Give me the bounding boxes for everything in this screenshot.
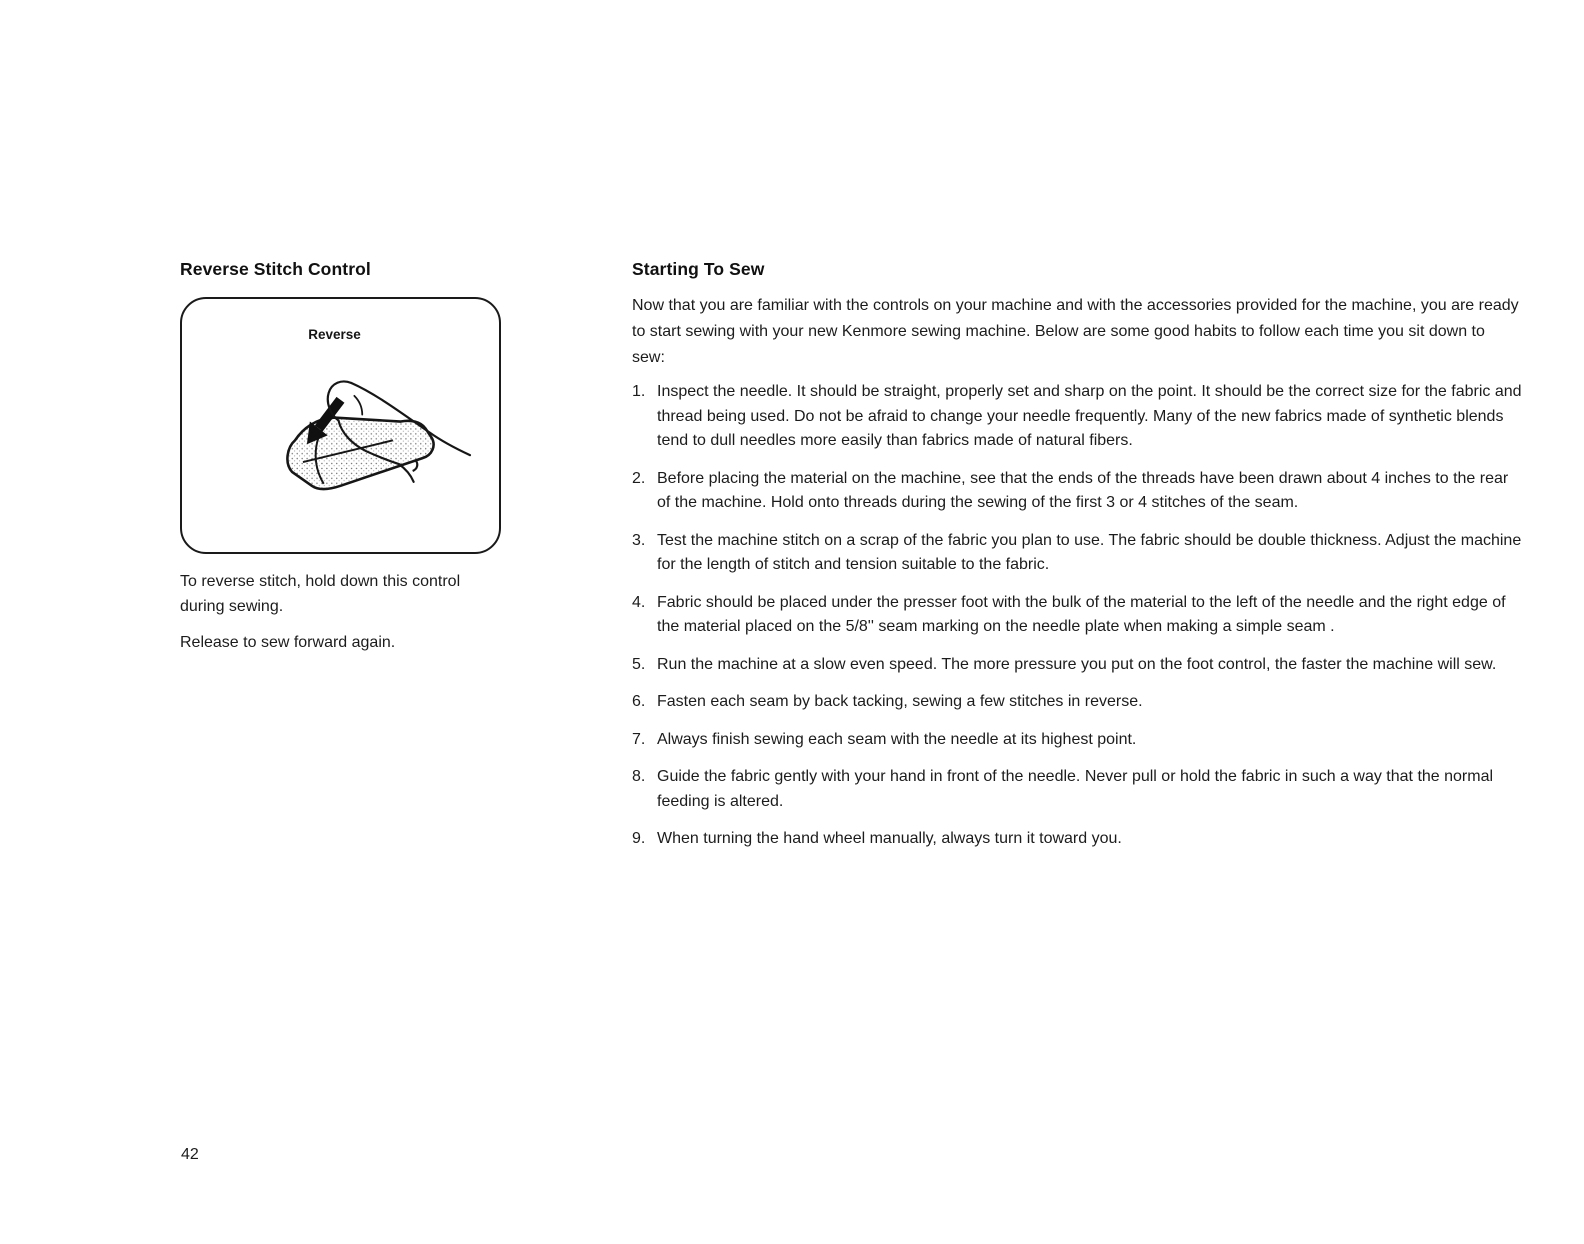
list-item [632,529,1522,578]
list-item-number: 6. [632,693,646,710]
list-item-number: 2. [632,469,646,487]
list-item [632,728,1522,753]
list-item [632,653,1522,678]
list-item-text: Always finish sewing each seam with the needle at its highest point. [657,730,1137,748]
sewing-steps-list [632,380,1522,852]
page-number: 42 [181,1146,199,1163]
list-item-text: When turning the hand wheel manually, always turn it toward you. [657,830,1122,847]
list-item [632,765,1522,814]
reverse-control-figure [180,297,501,554]
figure-caption-line-2: Release to sew forward again. [180,634,396,651]
list-item [632,827,1522,852]
list-item-number: 8. [632,768,646,785]
starting-to-sew-section [632,258,1522,865]
right-section-heading: Starting To Sew [632,259,765,279]
list-item-number: 9. [632,830,646,847]
finger-pressing-button-illustration [182,299,499,552]
list-item-number: 4. [632,593,646,611]
list-item-number: 1. [632,383,646,400]
list-item-text: Fabric should be placed under the presser foot with the bulk of the material to the left of the needle and the right edge of the material placed on the 5/8'' seam marking on the needle plate when making a simple seam . [657,593,1506,635]
figure-label-reverse: Reverse [308,327,361,342]
reverse-stitch-control-section [180,258,502,655]
list-item-number: 5. [632,655,646,673]
intro-paragraph: Now that you are familiar with the controls on your machine and with the accessories provided for the machine, you are ready to start sewing with your new Kenmore sewing machine. Below are some good habits to follow each time you sit down to sew: [632,297,1519,366]
list-item-text: Before placing the material on the machine, see that the ends of the threads have been drawn about 4 inches to the rear of the machine. Hold onto threads during the sewing of the first 3 or 4 stitches of the seam. [657,469,1509,511]
list-item-text: Fasten each seam by back tacking, sewing a few stitches in reverse. [657,693,1143,710]
list-item-text: Test the machine stitch on a scrap of the fabric you plan to use. The fabric should be double thickness. Adjust the machine for the length of stitch and tension suitable to the fabric. [657,531,1522,573]
left-section-heading: Reverse Stitch Control [180,259,371,279]
list-item-text: Guide the fabric gently with your hand in front of the needle. Never pull or hold the fabric in such a way that the normal feeding is altered. [657,768,1494,810]
list-item [632,380,1522,454]
list-item-text: Inspect the needle. It should be straight, properly set and sharp on the point. It should be the correct size for the fabric and thread being used. Do not be afraid to change your needle frequently. Many of the new fabrics made of synthetic blends tend to dull needles more easily than fabrics made of natural fibers. [657,383,1522,449]
list-item [632,690,1522,715]
figure-caption-line-1: To reverse stitch, hold down this control during sewing. [180,573,461,615]
list-item [632,467,1522,516]
list-item-text: Run the machine at a slow even speed. The more pressure you put on the foot control, the faster the machine will sew. [657,655,1497,673]
list-item-number: 7. [632,730,646,748]
list-item [632,591,1522,640]
list-item-number: 3. [632,531,646,549]
